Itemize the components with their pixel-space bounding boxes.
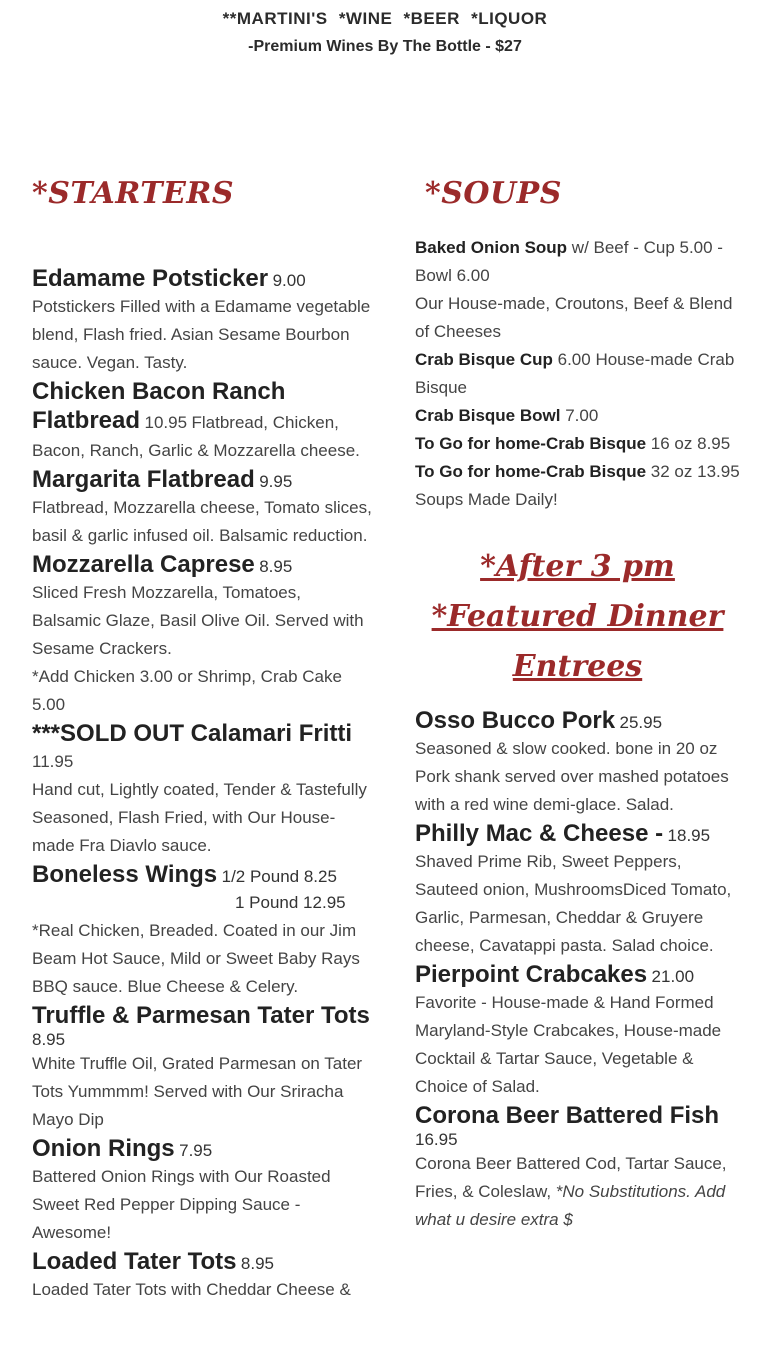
item-name: Boneless Wings bbox=[32, 861, 218, 888]
togo-bisque-16 bbox=[415, 430, 740, 458]
item-price: 21.00 bbox=[651, 967, 695, 986]
crab-bisque-bowl bbox=[415, 402, 740, 430]
item-desc bbox=[415, 1150, 740, 1234]
item-name: Corona Beer Battered Fish bbox=[415, 1102, 720, 1129]
item-price: 8.95 bbox=[259, 557, 293, 576]
item-price: 1/2 Pound 8.25 bbox=[221, 867, 337, 886]
item-desc: *Real Chicken, Breaded. Coated in our Jim Beam Hot Sauce, Mild or Sweet Baby Rays BBQ sauce. Blue Cheese & Celery. bbox=[32, 921, 360, 996]
crab-bisque-cup bbox=[415, 346, 740, 402]
item-desc: Our House-made, Croutons, Beef & Blend of Cheeses bbox=[415, 294, 733, 341]
dinner-heading-line: *Featured Dinner bbox=[431, 599, 724, 634]
item-name: Crab Bisque Bowl bbox=[415, 406, 561, 425]
item-desc: White Truffle Oil, Grated Parmesan on Tater Tots Yummmm! Served with Our Sriracha Mayo Dip bbox=[32, 1054, 363, 1129]
item-desc-text: Corona Beer Battered Cod, Tartar Sauce, Fries, & Coleslaw, bbox=[415, 1154, 727, 1201]
item-price: w/ Beef - Cup 5.00 - Bowl 6.00 bbox=[415, 238, 723, 285]
starters-title: *STARTERS bbox=[32, 176, 235, 211]
soups-title: *SOUPS bbox=[425, 176, 562, 211]
item-price: 16 oz 8.95 bbox=[646, 434, 731, 453]
drinks-line: **MARTINI'S *WINE *BEER *LIQUOR bbox=[222, 9, 548, 28]
item-name: Chicken Bacon Ranch Flatbread bbox=[32, 378, 286, 434]
item-price: 7.00 bbox=[560, 406, 599, 425]
item-price: 6.00 House-made Crab Bisque bbox=[415, 350, 735, 397]
wine-bottle-line: -Premium Wines By The Bottle - $27 bbox=[248, 38, 522, 55]
item-price: 16.95 bbox=[415, 1130, 458, 1149]
item-name: Margarita Flatbread bbox=[32, 466, 255, 493]
menu-item bbox=[32, 465, 372, 550]
item-price: 9.95 bbox=[259, 472, 293, 491]
menu-item bbox=[32, 1134, 372, 1247]
soups-section bbox=[415, 170, 740, 1234]
menu-item bbox=[32, 719, 372, 860]
item-name: To Go for home-Crab Bisque bbox=[415, 434, 647, 453]
item-desc: Potstickers Filled with a Edamame vegetable blend, Flash fried. Asian Sesame Bourbon sauce. Vegan. Tasty. bbox=[32, 297, 371, 372]
item-price: 25.95 bbox=[619, 713, 663, 732]
item-desc: Flatbread, Chicken, Bacon, Ranch, Garlic & Mozzarella cheese. bbox=[32, 413, 360, 460]
menu-item bbox=[32, 377, 372, 465]
onion-soup bbox=[415, 234, 740, 290]
item-desc: Flatbread, Mozzarella cheese, Tomato slices, basil & garlic infused oil. Balsamic reduction. bbox=[32, 498, 372, 545]
menu-item bbox=[32, 550, 372, 719]
menu-item bbox=[32, 264, 372, 377]
item-name: Loaded Tater Tots bbox=[32, 1248, 237, 1275]
item-price: 11.95 bbox=[32, 752, 74, 771]
starters-section bbox=[32, 170, 372, 1304]
item-name: Onion Rings bbox=[32, 1135, 175, 1162]
item-price: 8.95 bbox=[32, 1030, 66, 1049]
item-price: 8.95 bbox=[240, 1254, 275, 1273]
item-desc: Sliced Fresh Mozzarella, Tomatoes, Balsamic Glaze, Basil Olive Oil. Served with Sesame Crackers. bbox=[32, 583, 364, 658]
item-desc: Shaved Prime Rib, Sweet Peppers, Sauteed onion, MushroomsDiced Tomato, Garlic, Parmesan, Cheddar & Gruyere cheese, Cavatappi pasta. Salad choice. bbox=[415, 852, 732, 955]
item-desc: Battered Onion Rings with Our Roasted Sweet Red Pepper Dipping Sauce - Awesome! bbox=[32, 1167, 331, 1242]
item-price: 18.95 bbox=[667, 826, 711, 845]
item-note: *Add Chicken 3.00 or Shrimp, Crab Cake 5.00 bbox=[32, 667, 342, 714]
item-price-large: 1 Pound 12.95 bbox=[235, 893, 346, 912]
item-name: ***SOLD OUT Calamari Fritti bbox=[32, 720, 353, 747]
menu-item bbox=[415, 960, 740, 1101]
item-desc: Loaded Tater Tots with Cheddar Cheese & bbox=[32, 1280, 351, 1299]
dinner-heading bbox=[415, 542, 740, 692]
menu-item bbox=[32, 1247, 372, 1304]
item-name: Philly Mac & Cheese - bbox=[415, 820, 664, 847]
togo-bisque-32 bbox=[415, 458, 740, 486]
item-name: To Go for home-Crab Bisque bbox=[415, 462, 647, 481]
menu-item bbox=[32, 860, 372, 1001]
item-desc-note: *No Substitutions. Add what u desire extra $ bbox=[415, 1182, 726, 1229]
item-name: Truffle & Parmesan Tater Tots bbox=[32, 1002, 370, 1029]
menu-item bbox=[415, 819, 740, 960]
item-name: Osso Bucco Pork bbox=[415, 707, 616, 734]
item-name: Crab Bisque Cup bbox=[415, 350, 553, 369]
menu-item bbox=[415, 1101, 740, 1234]
dinner-heading-line: Entrees bbox=[512, 649, 643, 684]
dinner-heading-line: *After 3 pm bbox=[480, 549, 675, 584]
item-price: 10.95 bbox=[144, 413, 188, 432]
item-desc: Hand cut, Lightly coated, Tender & Tastefully Seasoned, Flash Fried, with Our House-made Fra Diavlo sauce. bbox=[32, 780, 367, 855]
menu-item bbox=[32, 1001, 372, 1134]
item-desc: Seasoned & slow cooked. bone in 20 oz Pork shank served over mashed potatoes with a red wine demi-glace. Salad. bbox=[415, 739, 729, 814]
item-name: Mozzarella Caprese bbox=[32, 551, 255, 578]
item-name: Baked Onion Soup bbox=[415, 238, 568, 257]
item-name: Edamame Potsticker bbox=[32, 265, 269, 292]
item-price: 7.95 bbox=[179, 1141, 213, 1160]
drinks-header bbox=[0, 6, 770, 62]
item-price: 9.00 bbox=[272, 271, 306, 290]
soups-footer: Soups Made Daily! bbox=[415, 490, 558, 509]
menu-item bbox=[415, 706, 740, 819]
item-desc: Favorite - House-made & Hand Formed Maryland-Style Crabcakes, House-made Cocktail & Tartar Sauce, Vegetable & Choice of Salad. bbox=[415, 993, 722, 1096]
item-name: Pierpoint Crabcakes bbox=[415, 961, 648, 988]
item-price: 32 oz 13.95 bbox=[646, 462, 740, 481]
